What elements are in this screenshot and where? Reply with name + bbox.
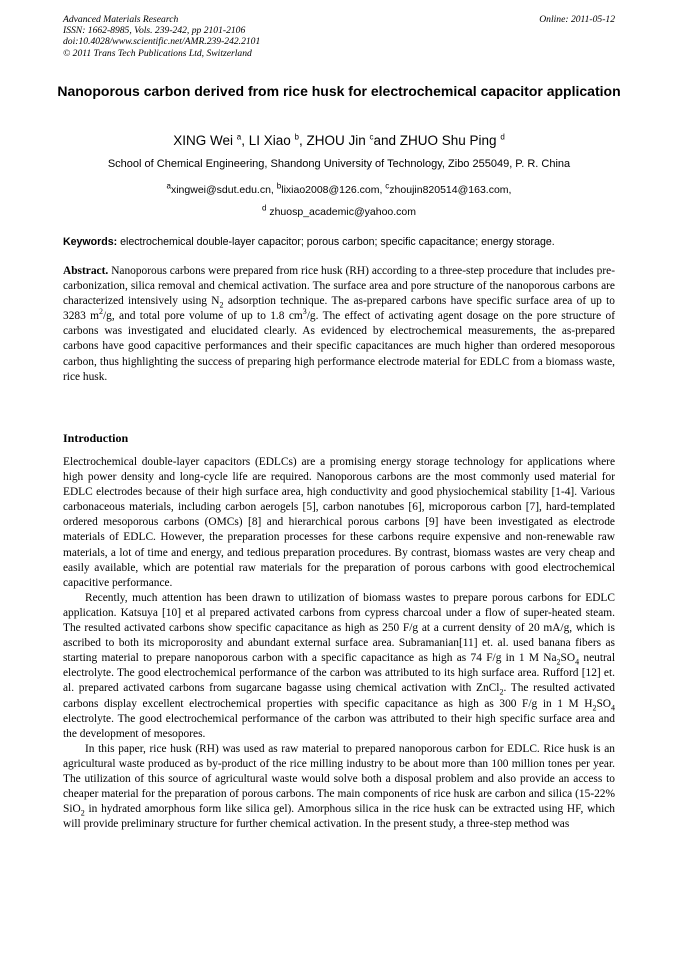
email-address: lixiao2008@126.com, <box>281 184 383 196</box>
paragraph-text: SO <box>560 652 576 665</box>
superscript: 3 <box>302 307 307 317</box>
email-mark: a <box>166 181 171 191</box>
email-block <box>40 179 638 223</box>
section-heading: Introduction <box>63 431 129 445</box>
email-address: zhuosp_academic@yahoo.com <box>269 206 417 218</box>
subscript: 2 <box>219 300 224 310</box>
keywords-text: electrochemical double-layer capacitor; porous carbon; specific capacitance; energy storage. <box>120 236 555 248</box>
subscript: 2 <box>592 702 597 712</box>
author-name: ZHUO Shu Ping <box>399 133 497 148</box>
journal-name: Advanced Materials Research <box>63 14 179 25</box>
author-name: LI Xiao <box>248 133 291 148</box>
doi-line: doi:10.4028/www.scientific.net/AMR.239-242.2101 <box>63 36 261 48</box>
author-mark: c <box>369 132 374 142</box>
paragraph-text: electrolyte. The good electrochemical performance of the carbon was attributed to their high specific surface area and the development of mesopores. <box>63 712 615 740</box>
email-line <box>40 179 638 201</box>
email-address: zhoujin820514@163.com, <box>389 184 512 196</box>
email-mark: b <box>276 181 282 191</box>
journal-header <box>63 14 615 59</box>
abstract-label: Abstract. <box>63 265 109 277</box>
superscript: 2 <box>98 307 103 317</box>
online-date: Online: 2011-05-12 <box>539 14 615 25</box>
paragraph-text: In this paper, rice husk (RH) was used as raw material to prepared nanoporous carbon for EDLC. Rice husk is an agricultural waste produced as by-product of the rice milling industry to be about more than 100 million tones per year. The utilization of this source of agricultural waste would solve both a disposal problem and also provide an access to cheaper material for the preparation of porous carbons. The main components of rice husk are carbon and silica (15-22% SiO <box>63 742 615 816</box>
author-mark: b <box>294 132 299 142</box>
abstract-text: /g. The effect of activating agent dosage on the pore structure of carbons was investigated and elucidated clearly. As evidenced by electrochemical measurements, the as-prepared carbons have good capacitive performances and their specific capacitances are much higher than ordered mesoporous carbon, thus highlighting the success of preparing high performance electrode material for EDLC from a biomass waste, rice husk. <box>63 310 615 383</box>
author-name: ZHOU Jin <box>306 133 366 148</box>
paper-title: Nanoporous carbon derived from rice husk for electrochemical capacitor application <box>57 83 621 99</box>
affiliation: School of Chemical Engineering, Shandong University of Technology, Zibo 255049, P. R. China <box>107 158 571 170</box>
keywords <box>63 236 615 249</box>
email-mark: c <box>385 181 390 191</box>
abstract-text: adsorption technique. The as-prepared carbons have specific surface area of up to 3283 m <box>63 295 615 323</box>
author-list: XING Wei $^a$, LI Xiao $^b$, ZHOU Jin $^c$and ZHUO Shu Ping $^d$ <box>173 132 505 148</box>
paragraph <box>63 742 615 833</box>
introduction-body <box>63 455 615 832</box>
paragraph-text: Recently, much attention has been drawn to utilization of biomass wastes to prepare porous carbons for EDLC application. Katsuya [10] et al prepared activated carbons from cypress charcoal under a flow of super-heated steam. The resulted activated carbons show specific capacitance as high as 250 F/g at a current density of 20 mA/g, which is ascribed to both its microporosity and abundant external surface area. Subramanian[11] et. al. used banana fibers as starting material to prepare nanoporous carbon with a specific capacitance as high as 74 F/g in 1 M Na <box>63 591 615 665</box>
paragraph-text: SO <box>596 697 612 710</box>
email-address: xingwei@sdut.edu.cn, <box>170 184 274 196</box>
abstract-text: Nanoporous carbons were prepared from rice husk (RH) according to a three-step procedure that includes pre-carbonization, silica removal and chemical activation. The surface area and pore structure of the nanoporous carbons are characterized intensively using N <box>63 265 615 308</box>
email-line <box>40 201 638 223</box>
paragraph: Electrochemical double-layer capacitors (EDLCs) are a promising energy storage technology for applications where high power density and long-cycle life are required. Nanoporous carbons are the most commonly used material for EDLC electrodes because of their high surface area, high conductivity and good physiochemical stability [1-4]. Various carbonaceous materials, including carbon aerogels [5], carbon nanotubes [6], microporous carbon [7], hard-templated ordered mesoporous carbons (OMCs) [8] and hierarchical porous carbons [9] have been investigated as electrode materials of EDLC. However, the preparation processes for these carbons require expensive and non-renewable raw materials, a lot of time and energy, and tedious preparation procedures. By contrast, biomass wastes are very cheap and easily available, which are potential raw materials for the preparation of porous carbons with good electrochemical capacitive performance. <box>63 456 615 589</box>
issn-line: ISSN: 1662-8985, Vols. 239-242, pp 2101-2106 <box>63 25 246 37</box>
paragraph-text: . The resulted activated carbons display excellent electrochemical properties with specific capacitance as high as 300 F/g in 1 M H <box>63 682 616 710</box>
subscript: 4 <box>611 702 615 712</box>
paragraph <box>63 591 615 742</box>
abstract-text: /g, and total pore volume of up to 1.8 cm <box>102 310 303 323</box>
author-mark: d <box>500 132 505 142</box>
copyright-line: © 2011 Trans Tech Publications Ltd, Switzerland <box>63 47 252 59</box>
author-mark: a <box>236 132 242 142</box>
keywords-label: Keywords: <box>63 236 118 248</box>
author-name: XING Wei <box>173 133 233 148</box>
subscript: 2 <box>80 808 85 818</box>
paragraph-text: neutral electrolyte. The good electrochemical performance of the carbon was attributed to its high surface area. Rufford [12] et. al. prepared activated carbons from sugarcane bagasse using chemical activation with ZnCl <box>63 652 615 695</box>
paragraph-text: in hydrated amorphous form like silica gel). Amorphous silica in the rice husk can be extracted using HF, which will provide preliminary structure for further chemical activation. In the present study, a three-step method was <box>63 803 615 831</box>
subscript: 2 <box>499 687 504 697</box>
abstract <box>63 264 615 385</box>
subscript: 4 <box>575 657 580 667</box>
email-mark: d <box>261 203 267 213</box>
subscript: 2 <box>556 657 561 667</box>
